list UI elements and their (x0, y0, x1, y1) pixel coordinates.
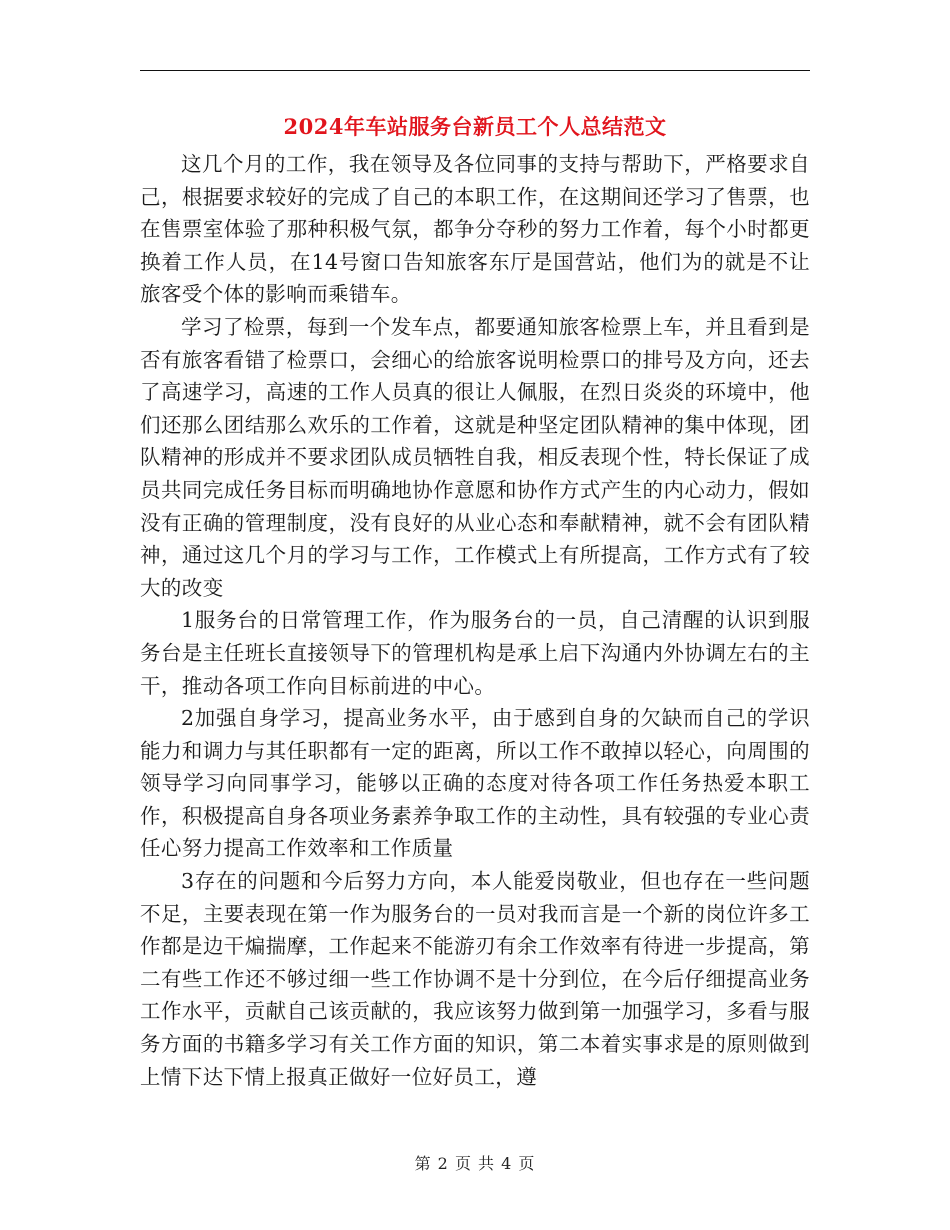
paragraph-5: 3存在的问题和今后努力方向，本人能爱岗敬业，但也存在一些问题不足，主要表现在第一作为服务台的一员对我而言是一个新的岗位许多工作都是边干煸揣摩，工作起来不能游刃有余工作效率有待进一步提高，第二有些工作还不够过细一些工作协调不是十分到位，在今后仔细提高业务工作水平，贡献自己该贡献的，我应该努力做到第一加强学习，多看与服务方面的书籍多学习有关工作方面的知识，第二本着实事求是的原则做到上情下达下情上报真正做好一位好员工，遵 (140, 869, 810, 1089)
header-rule (140, 70, 810, 71)
document-title: 2024年车站服务台新员工个人总结范文 (283, 114, 667, 139)
document-body (140, 148, 810, 1093)
page-number-footer: 第 2 页 共 4 页 (414, 1154, 536, 1173)
paragraph-1: 这几个月的工作，我在领导及各位同事的支持与帮助下，严格要求自己，根据要求较好的完成了自己的本职工作，在这期间还学习了售票，也在售票室体验了那种积极气氛，都争分夺秒的努力工作着，每个小时都更换着工作人员，在14号窗口告知旅客东厅是国营站，他们为的就是不让旅客受个体的影响而乘错车。 (140, 152, 810, 307)
paragraph-4: 2加强自身学习，提高业务水平，由于感到自身的欠缺而自己的学识能力和调力与其任职都有一定的距离，所以工作不敢掉以轻心，向周围的领导学习向同事学习，能够以正确的态度对待各项工作任务热爱本职工作，积极提高自身各项业务素养争取工作的主动性，具有较强的专业心责任心努力提高工作效率和工作质量 (140, 706, 810, 861)
paragraph-3: 1服务台的日常管理工作，作为服务台的一员，自己清醒的认识到服务台是主任班长直接领导下的管理机构是承上启下沟通内外协调左右的主干，推动各项工作向目标前进的中心。 (140, 608, 810, 698)
paragraph-2: 学习了检票，每到一个发车点，都要通知旅客检票上车，并且看到是否有旅客看错了检票口，会细心的给旅客说明检票口的排号及方向，还去了高速学习，高速的工作人员真的很让人佩服，在烈日炎炎的环境中，他们还那么团结那么欢乐的工作着，这就是种坚定团队精神的集中体现，团队精神的形成并不要求团队成员牺牲自我，相反表现个性，特长保证了成员共同完成任务目标而明确地协作意愿和协作方式产生的内心动力，假如没有正确的管理制度，没有良好的从业心态和奉献精神，就不会有团队精神，通过这几个月的学习与工作，工作模式上有所提高，工作方式有了较大的改变 (140, 314, 810, 600)
